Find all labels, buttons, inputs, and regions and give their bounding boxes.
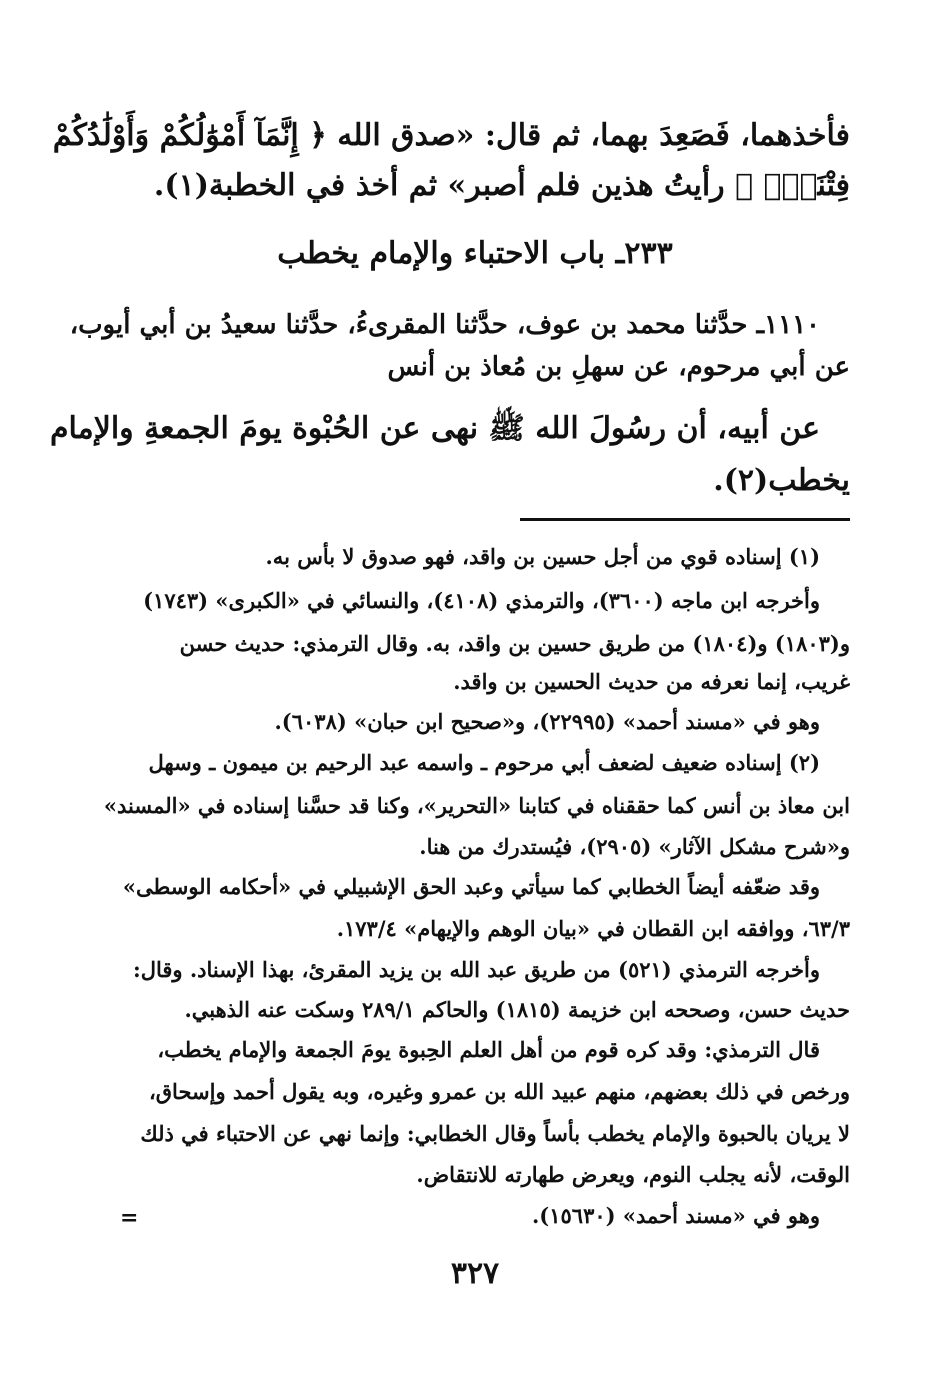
footnote-line-3: و(١٨٠٣) و(١٨٠٤) من طريق حسين بن واقد، به. وقال الترمذي: حديث حسن: [179, 631, 850, 656]
footnote-line-8: و«شرح مشكل الآثار» (٢٩٠٥)، فيُستدرك من هنا.: [419, 834, 850, 859]
hadith-line-2: عن أبي مرحوم، عن سهلِ بن مُعاذ بن أنس: [387, 352, 850, 382]
footnote-line-13: قال الترمذي: وقد كره قوم من أهل العلم الحِبوة يومَ الجمعة والإمام يخطب،: [157, 1037, 820, 1062]
footnote-line-9: وقد ضعّفه أيضاً الخطابي كما سيأتي وعبد الحق الإشبيلي في «أحكامه الوسطى»: [122, 874, 820, 899]
footnote-line-12: حديث حسن، وصححه ابن خزيمة (١٨١٥) والحاكم ٢٨٩/١ وسكت عنه الذهبي.: [184, 997, 850, 1022]
footnote-line-16: الوقت، لأنه يجلب النوم، ويعرض طهارته للانتقاض.: [416, 1162, 850, 1187]
footnote-line-15: لا يريان بالحبوة والإمام يخطب بأساً وقال الخطابي: وإنما نهي عن الاحتباء في ذلك: [140, 1121, 850, 1146]
page-number: ٣٢٧: [450, 1256, 500, 1291]
main-text-line-2: فِتْنَةٌۚ ﴾ رأيتُ هذين فلم أصبر» ثم أخذ في الخطبة(١).: [153, 168, 850, 203]
hadith-line-1: ١١١٠ـ حدَّثنا محمد بن عوف، حدَّثنا المقرىءُ، حدَّثنا سعيدُ بن أبي أيوب،: [69, 310, 820, 340]
continuation-mark: =: [120, 1205, 139, 1231]
footnote-line-17: وهو في «مسند أحمد» (١٥٦٣٠).: [531, 1203, 820, 1228]
chapter-heading: ٢٣٣ـ باب الاحتباء والإمام يخطب: [277, 236, 673, 271]
footnote-line-1: (١) إسناده قوي من أجل حسين بن واقد، فهو صدوق لا بأس به.: [265, 544, 820, 569]
footnote-line-4: غريب، إنما نعرفه من حديث الحسين بن واقد.: [453, 669, 850, 694]
footnote-line-6: (٢) إسناده ضعيف لضعف أبي مرحوم ـ واسمه عبد الرحيم بن ميمون ـ وسهل: [148, 750, 820, 775]
footnote-line-7: ابن معاذ بن أنس كما حققناه في كتابنا «التحرير»، وكنا قد حسَّنا إسناده في «المسند»: [103, 793, 850, 818]
main-text-line-1: فأخذهما، فَصَعِدَ بهما، ثم قال: «صدق الله ﴿ إِنَّمَآ أَمْوَٰلُكُمْ وَأَوْلَٰدُكُمْ: [52, 118, 850, 153]
footnote-line-10: ٦٣/٣، ووافقه ابن القطان في «بيان الوهم والإيهام» ١٧٣/٤.: [336, 916, 850, 941]
footnote-line-5: وهو في «مسند أحمد» (٢٢٩٩٥)، و«صحيح ابن حبان» (٦٠٣٨).: [274, 709, 820, 734]
hadith-line-3: عن أبيه، أن رسُولَ الله ﷺ نهى عن الحُبْوة يومَ الجمعةِ والإمام: [49, 411, 820, 446]
footnote-line-2: وأخرجه ابن ماجه (٣٦٠٠)، والترمذي (٤١٠٨)، والنسائي في «الكبرى» (١٧٤٣): [143, 588, 820, 613]
footnote-line-14: ورخص في ذلك بعضهم، منهم عبيد الله بن عمرو وغيره، وبه يقول أحمد وإسحاق،: [148, 1079, 850, 1104]
hadith-line-4: يخطب(٢).: [713, 463, 850, 498]
footnote-separator: [520, 518, 850, 521]
footnote-line-11: وأخرجه الترمذي (٥٢١) من طريق عبد الله بن يزيد المقرئ، بهذا الإسناد. وقال:: [132, 957, 820, 982]
